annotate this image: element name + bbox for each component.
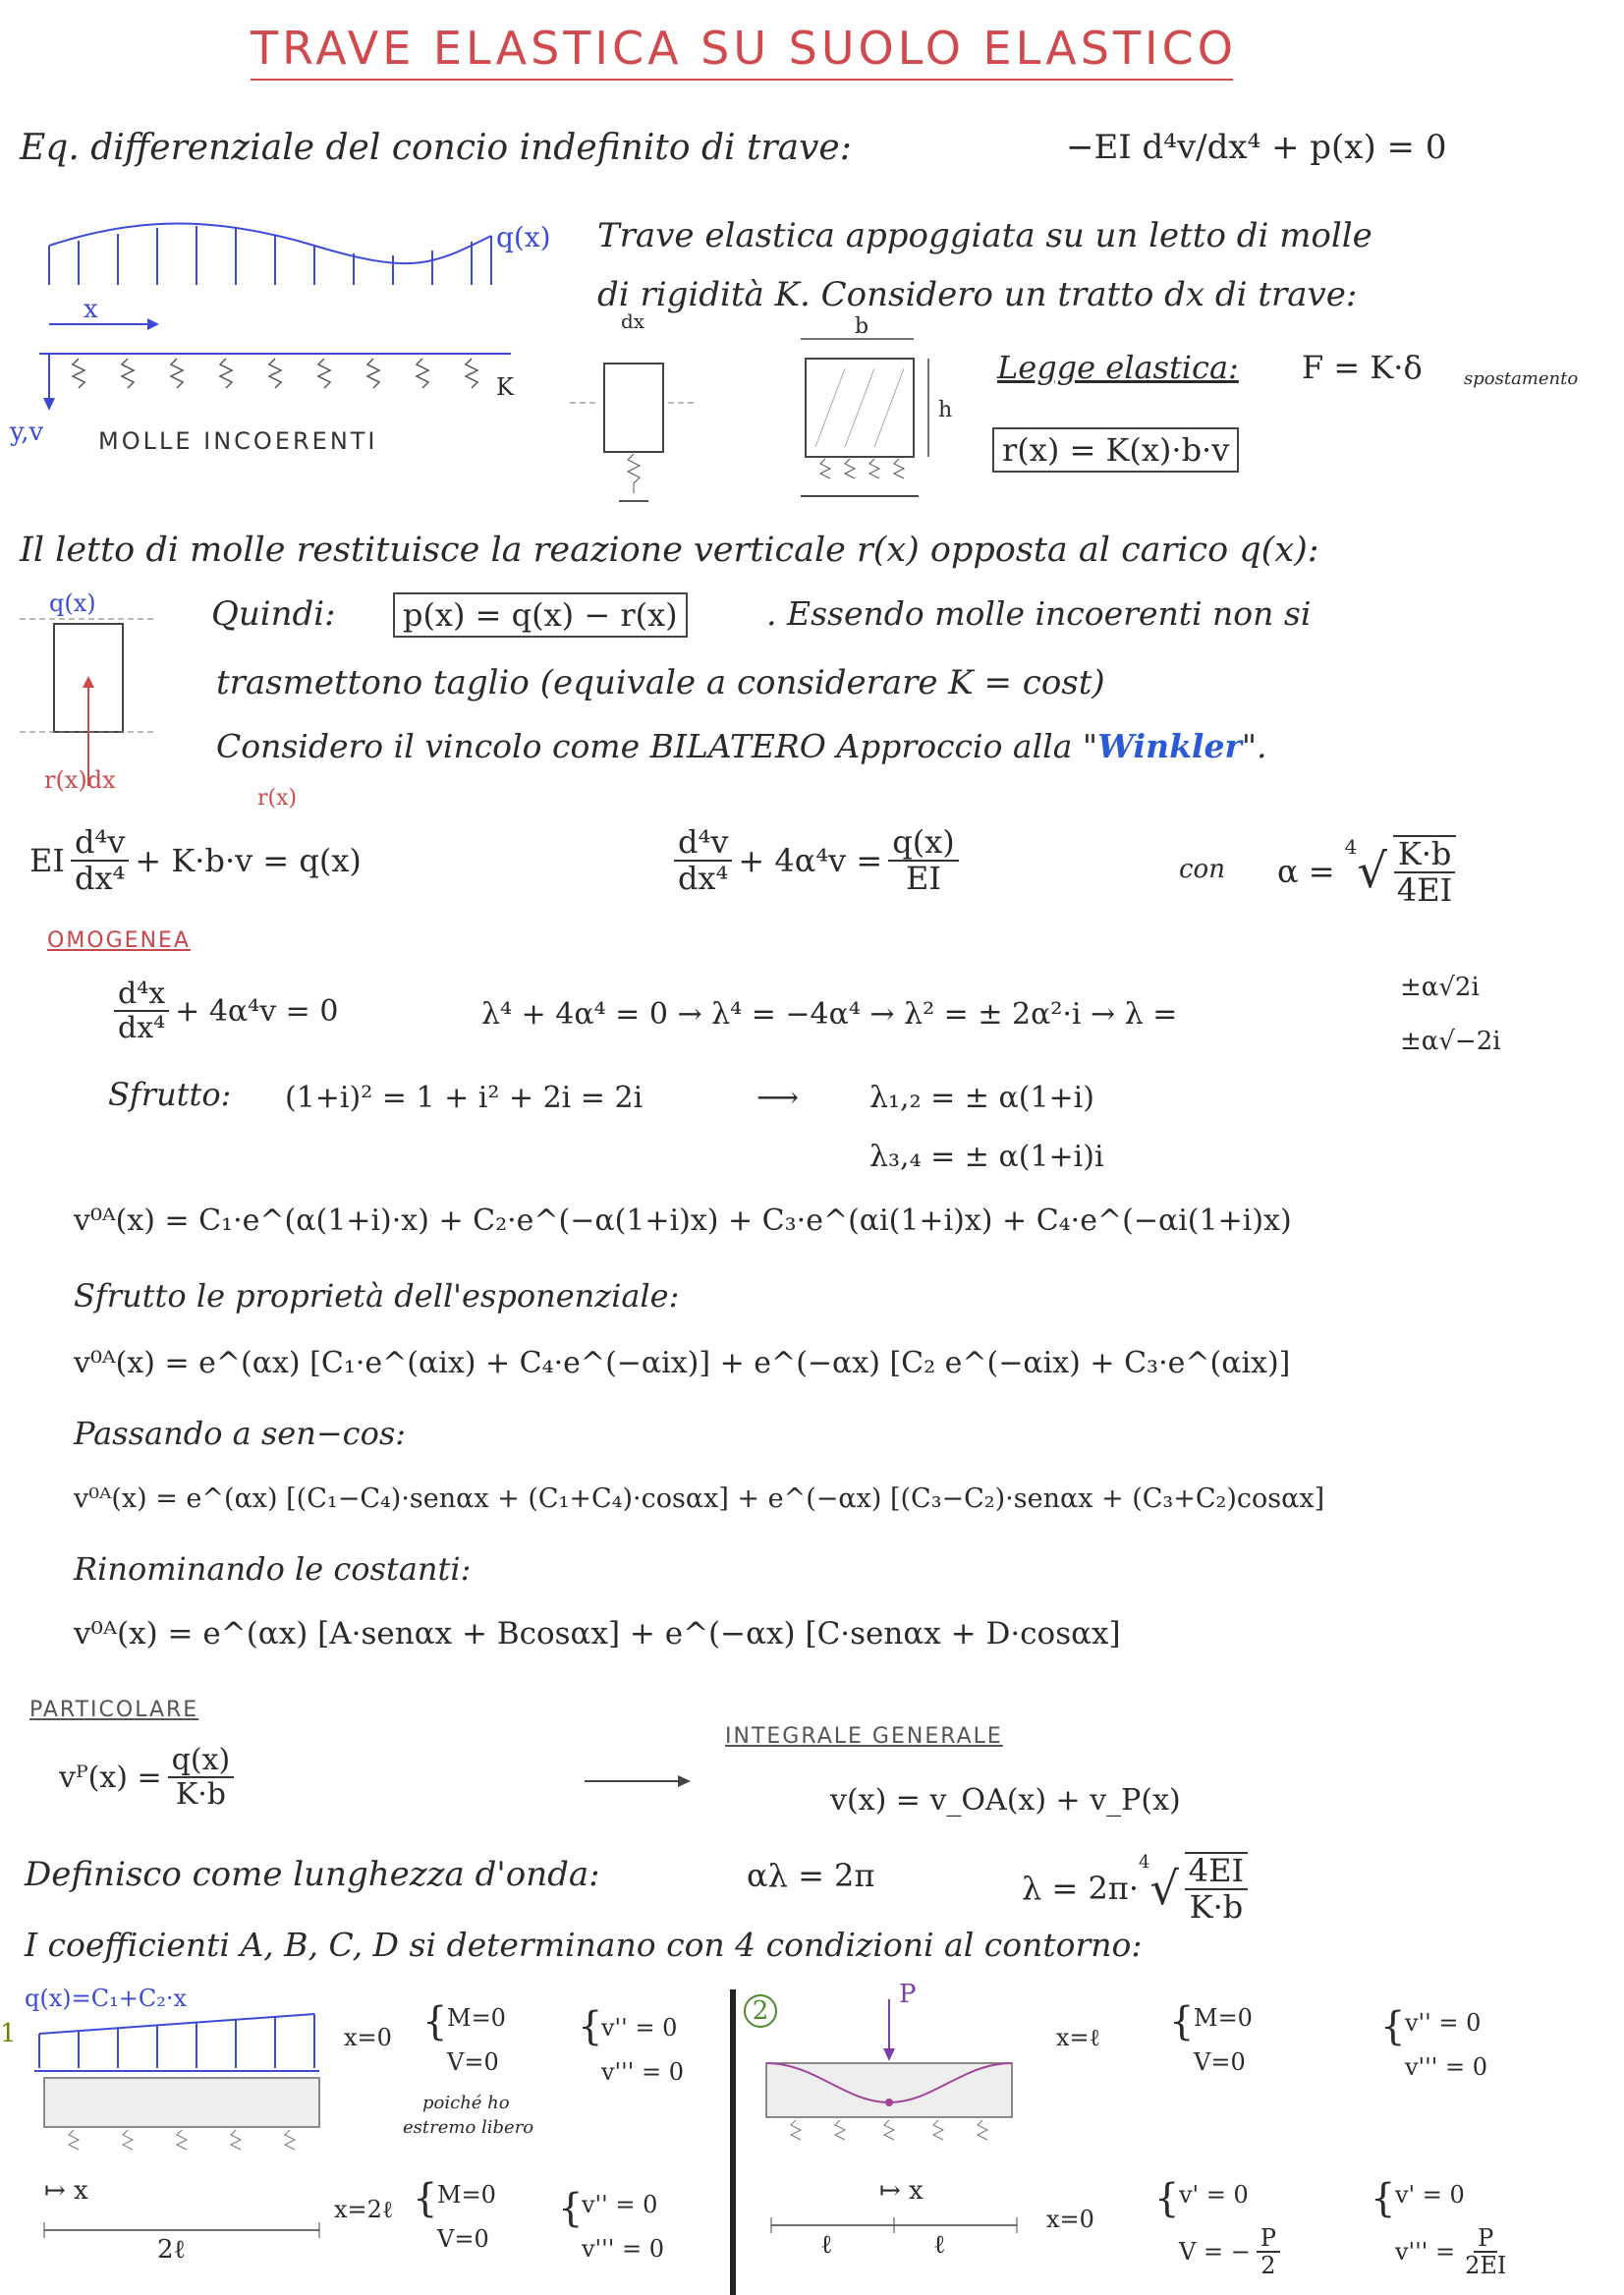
case2-p-label: P bbox=[899, 1980, 917, 2009]
case1-r1a: v'' = 0 bbox=[601, 2014, 678, 2042]
x-axis-label: x bbox=[84, 295, 98, 324]
reaction-line3: trasmettono taglio (equivale a considerare K = cost) bbox=[216, 663, 1105, 702]
intro-line2: di rigidità K. Considero un tratto dx di trave: bbox=[597, 275, 1358, 314]
alpha-definition: α = 4 √ $\frac{K\cdot b}{4EI}$ bbox=[1277, 835, 1462, 908]
page-title: TRAVE ELASTICA SU SUOLO ELASTICO bbox=[251, 22, 1237, 75]
case1-r1b: v''' = 0 bbox=[601, 2058, 684, 2086]
intro-line1: Trave elastica appoggiata su un letto di molle bbox=[597, 216, 1372, 255]
case2-bc2b: V = − $\frac{P}{2}$ bbox=[1179, 2225, 1286, 2279]
reaction-line1: Il letto di molle restituisce la reazione verticale r(x) opposta al carico q(x): bbox=[20, 531, 1319, 570]
case2-r2a: v' = 0 bbox=[1395, 2181, 1465, 2209]
case2-bc1b: V=0 bbox=[1194, 2048, 1246, 2076]
case1-load-label: q(x)=C₁+C₂·x bbox=[25, 1985, 187, 2012]
omogenea-label: OMOGENEA bbox=[47, 928, 191, 953]
case1-x0: x=0 bbox=[344, 2024, 392, 2051]
rx-eq-box: r(x) = K(x)·b·v bbox=[992, 427, 1239, 473]
identity-eq: (1+i)² = 1 + i² + 2i = 2i bbox=[285, 1081, 644, 1115]
case1-brace-2: { bbox=[578, 2004, 603, 2049]
y-axis-label: y,v bbox=[10, 418, 44, 447]
case2-span-line bbox=[766, 2215, 1022, 2235]
h-label: h bbox=[938, 398, 953, 422]
case1-bc2b: V=0 bbox=[437, 2225, 489, 2253]
case2-brace-1: { bbox=[1169, 1999, 1195, 2044]
particular-arrow bbox=[585, 1773, 693, 1789]
con-label: con bbox=[1179, 855, 1225, 884]
characteristic-eq: λ⁴ + 4α⁴ = 0 → λ⁴ = −4α⁴ → λ² = ± 2α²·i → λ = bbox=[481, 997, 1178, 1032]
voa-eq-3: v⁰ᴬ(x) = e^(αx) [(C₁−C₄)·senαx + (C₁+C₄)·cosαx] + e^(−αx) [(C₃−C₂)·senαx + (C₃+C₂)cosαx] bbox=[74, 1483, 1325, 1514]
title-underline bbox=[251, 77, 1233, 83]
spring-k-label: K bbox=[496, 373, 514, 401]
case1-x2l: x=2ℓ bbox=[334, 2196, 394, 2223]
rinominando-label: Rinominando le costanti: bbox=[74, 1550, 472, 1588]
case2-marker: 2 bbox=[744, 1994, 777, 2028]
coefficients-text: I coefficienti A, B, C, D si determinano con 4 condizioni al contorno: bbox=[25, 1926, 1143, 1964]
case1-marker: 1 bbox=[0, 2019, 17, 2048]
case1-bc2a: M=0 bbox=[437, 2181, 496, 2209]
case-divider bbox=[730, 1989, 736, 2295]
voa-eq-2: v⁰ᴬ(x) = e^(αx) [C₁·e^(αix) + C₄·e^(−αix)] + e^(−αx) [C₂ e^(−αix) + C₃·e^(αix)] bbox=[74, 1346, 1291, 1380]
wave-def: Definisco come lunghezza d'onda: bbox=[25, 1855, 600, 1894]
case1-note-2: estremo libero bbox=[403, 2117, 534, 2138]
legge-label: Legge elastica: bbox=[997, 349, 1239, 386]
normalized-equation: $\frac{\text{d⁴v}}{\text{dx⁴}}$ + 4α⁴v = $\frac{q(x)}{EI}$ bbox=[668, 825, 965, 896]
passando-label: Passando a sen−cos: bbox=[74, 1415, 407, 1452]
case1-brace-3: { bbox=[413, 2176, 438, 2221]
integrale-label: INTEGRALE GENERALE bbox=[725, 1724, 1003, 1749]
b-label: b bbox=[855, 314, 869, 339]
integrale-eq: v(x) = v_OA(x) + v_P(x) bbox=[830, 1783, 1181, 1818]
voa-eq-1: v⁰ᴬ(x) = C₁·e^(α(1+i)·x) + C₂·e^(−α(1+i)x) + C₃·e^(αi(1+i)x) + C₄·e^(−αi(1+i)x) bbox=[74, 1203, 1292, 1238]
case1-bc1b: V=0 bbox=[447, 2048, 499, 2076]
dx-element-figure bbox=[570, 324, 717, 521]
arrow-to-lambda: ⟶ bbox=[756, 1081, 800, 1115]
px-eq-box: p(x) = q(x) − r(x) bbox=[393, 592, 688, 638]
sfrutto-label: Sfrutto: bbox=[108, 1076, 232, 1113]
case2-l1: ℓ bbox=[820, 2230, 833, 2260]
case2-x0: x=0 bbox=[1046, 2206, 1094, 2233]
case2-r1a: v'' = 0 bbox=[1405, 2009, 1482, 2037]
winkler-word: Winkler bbox=[1097, 727, 1242, 765]
legge-eq: F = K·δ bbox=[1302, 349, 1423, 386]
case1-x-arrow: ↦ x bbox=[44, 2176, 88, 2206]
reaction-figure bbox=[20, 589, 157, 796]
rx-over-label: r(x) bbox=[257, 786, 298, 811]
case2-brace-3: { bbox=[1154, 2176, 1180, 2221]
case2-brace-2: { bbox=[1380, 2004, 1406, 2049]
case2-brace-4: { bbox=[1371, 2176, 1396, 2221]
quindi-label: Quindi: bbox=[211, 594, 336, 634]
case1-brace-1: { bbox=[422, 1999, 448, 2044]
case2-l2: ℓ bbox=[933, 2230, 946, 2260]
case2-r1b: v''' = 0 bbox=[1405, 2053, 1487, 2081]
lambda-34: λ₃,₄ = ± α(1+i)i bbox=[869, 1140, 1104, 1174]
spostamento-label: spostamento bbox=[1464, 368, 1579, 389]
eq-label: Eq. differenziale del concio indefinito di trave: bbox=[20, 128, 852, 168]
root-2: ±α√−2i bbox=[1400, 1027, 1501, 1056]
case1-bc1a: M=0 bbox=[447, 2004, 506, 2032]
particolare-label: PARTICOLARE bbox=[29, 1698, 199, 1722]
root-1: ±α√2i bbox=[1400, 973, 1480, 1002]
molle-label: MOLLE INCOERENTI bbox=[98, 427, 378, 455]
case2-r2b: v''' = $\frac{P}{2EI}$ bbox=[1395, 2224, 1507, 2280]
wave-eq-2: λ = 2π· 4 √ $\frac{4EI}{K\cdot b}$ bbox=[1022, 1852, 1254, 1925]
voa-eq-4: v⁰ᴬ(x) = e^(αx) [A·senαx + Bcosαx] + e^(−αx) [C·senαx + D·cosαx] bbox=[74, 1616, 1121, 1651]
case1-beam-figure bbox=[20, 2004, 334, 2161]
main-equation: EI $\frac{\text{d⁴v}}{\text{dx⁴}}$ + K·b·v = q(x) bbox=[29, 823, 362, 898]
case2-bc1a: M=0 bbox=[1194, 2004, 1253, 2032]
load-label-qx: q(x) bbox=[496, 221, 551, 253]
sfrutto-exp-label: Sfrutto le proprietà dell'esponenziale: bbox=[74, 1277, 680, 1315]
lambda-12: λ₁,₂ = ± α(1+i) bbox=[869, 1081, 1094, 1115]
case2-xl: x=ℓ bbox=[1056, 2024, 1101, 2051]
essendo-text: . Essendo molle incoerenti non si bbox=[766, 594, 1312, 633]
wave-eq-1: αλ = 2π bbox=[747, 1857, 875, 1894]
reaction-qx: q(x) bbox=[49, 589, 96, 617]
case1-r2a: v'' = 0 bbox=[582, 2191, 658, 2218]
eq-differential: −EI d⁴v/dx⁴ + p(x) = 0 bbox=[1066, 128, 1447, 167]
case2-x-arrow: ↦ x bbox=[879, 2176, 924, 2206]
particular-solution: vᴾ(x) = $\frac{q(x)}{K\cdot b}$ bbox=[59, 1744, 240, 1811]
case2-beam-figure bbox=[756, 1994, 1022, 2171]
cross-section-figure bbox=[786, 329, 943, 526]
reaction-line4: Considero il vincolo come BILATERO Approccio alla "Winkler". bbox=[216, 727, 1267, 765]
reaction-rxdx: r(x)dx bbox=[44, 766, 116, 794]
dx-label: dx bbox=[621, 309, 645, 333]
case1-brace-4: { bbox=[558, 2186, 584, 2231]
case1-span: 2ℓ bbox=[157, 2235, 186, 2265]
case1-note-1: poiché ho bbox=[422, 2093, 510, 2113]
case2-bc2a: v' = 0 bbox=[1179, 2181, 1249, 2209]
case1-r2b: v''' = 0 bbox=[582, 2235, 664, 2263]
omogenea-eq: $\frac{\text{d⁴x}}{\text{dx⁴}}$ + 4α⁴v = 0 bbox=[108, 978, 338, 1044]
